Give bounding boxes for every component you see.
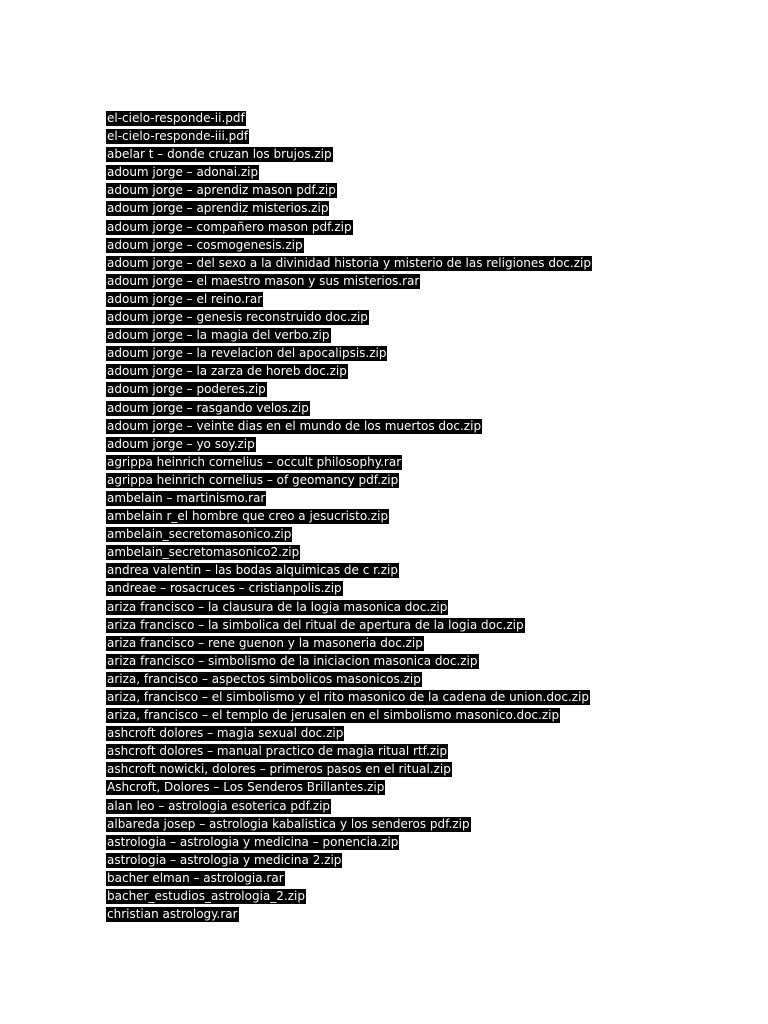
list-item — [106, 724, 592, 742]
list-item — [106, 344, 592, 362]
list-item — [106, 887, 592, 905]
list-item — [106, 760, 592, 778]
list-item — [106, 181, 592, 199]
list-item — [106, 218, 592, 236]
file-name: ariza, francisco – el simbolismo y el rito masonico de la cadena de union.doc.zip — [107, 690, 589, 704]
file-name: adoum jorge – veinte dias en el mundo de los muertos doc.zip — [107, 418, 482, 433]
list-item — [106, 778, 592, 796]
list-item — [106, 435, 592, 453]
file-name: bacher elman – astrologia.rar — [107, 870, 284, 885]
list-item — [106, 634, 592, 652]
list-item — [106, 380, 592, 398]
list-item — [106, 905, 592, 923]
list-item — [106, 471, 592, 489]
file-list — [106, 109, 592, 923]
file-name: adoum jorge – la magia del verbo.zip — [107, 328, 330, 343]
list-item — [106, 163, 592, 181]
file-name: andrea valentin – las bodas alquimicas de c r.zip — [107, 563, 399, 578]
list-item — [106, 362, 592, 380]
file-name: adoum jorge – del sexo a la divinidad historia y misterio de las religiones doc.zip — [107, 255, 591, 270]
list-item — [106, 507, 592, 525]
list-item — [106, 272, 592, 290]
file-name: adoum jorge – cosmogenesis.zip — [107, 237, 303, 252]
file-name: albareda josep – astrologia kabalistica y los senderos pdf.zip — [107, 816, 470, 831]
file-name: ashcroft dolores – magia sexual doc.zip — [107, 726, 344, 741]
file-name: adoum jorge – el reino.rar — [107, 291, 263, 306]
file-name: adoum jorge – el maestro mason y sus misterios.rar — [107, 273, 420, 288]
file-name: abelar t – donde cruzan los brujos.zip — [107, 147, 332, 162]
list-item — [106, 417, 592, 435]
list-item — [106, 833, 592, 851]
file-name: ariza francisco – la clausura de la logia masonica doc.zip — [107, 599, 448, 614]
file-name: christian astrology.rar — [107, 907, 238, 922]
file-name: astrologia – astrologia y medicina 2.zip — [107, 852, 342, 867]
list-item — [106, 127, 592, 145]
file-name: adoum jorge – poderes.zip — [107, 382, 266, 397]
list-item — [106, 145, 592, 163]
file-name: astrologia – astrologia y medicina – ponencia.zip — [107, 834, 399, 849]
list-item — [106, 308, 592, 326]
file-name: ashcroft nowicki, dolores – primeros pasos en el ritual.zip — [107, 762, 451, 777]
file-name: ariza, francisco – aspectos simbolicos masonicos.zip — [107, 671, 421, 686]
file-name: adoum jorge – genesis reconstruido doc.zip — [107, 310, 368, 325]
list-item — [106, 254, 592, 272]
list-item — [106, 688, 592, 706]
file-name: andreae – rosacruces – cristianpolis.zip — [107, 581, 342, 596]
list-item — [106, 236, 592, 254]
file-name: bacher_estudios_astrologia_2.zip — [107, 889, 305, 904]
list-item — [106, 453, 592, 471]
file-name: Ashcroft, Dolores – Los Senderos Brillantes.zip — [107, 780, 385, 795]
file-name: adoum jorge – rasgando velos.zip — [107, 400, 309, 415]
file-name: adoum jorge – yo soy.zip — [107, 436, 255, 451]
file-name: agrippa heinrich cornelius – of geomancy pdf.zip — [107, 472, 399, 487]
list-item — [106, 797, 592, 815]
file-name: adoum jorge – aprendiz mason pdf.zip — [107, 183, 336, 198]
file-name: ariza francisco – rene guenon y la masoneria doc.zip — [107, 635, 423, 650]
file-name: adoum jorge – aprendiz misterios.zip — [107, 201, 329, 216]
list-item — [106, 742, 592, 760]
list-item — [106, 616, 592, 634]
file-name: ariza, francisco – el templo de jerusalen en el simbolismo masonico.doc.zip — [107, 708, 560, 723]
file-name: agrippa heinrich cornelius – occult philosophy.rar — [107, 454, 402, 469]
list-item — [106, 290, 592, 308]
file-name: adoum jorge – adonai.zip — [107, 165, 259, 180]
list-item — [106, 652, 592, 670]
file-name: ashcroft dolores – manual practico de magia ritual rtf.zip — [107, 744, 448, 759]
file-name: adoum jorge – la revelacion del apocalipsis.zip — [107, 346, 387, 361]
list-item — [106, 670, 592, 688]
list-item — [106, 706, 592, 724]
list-item — [106, 561, 592, 579]
file-name: adoum jorge – la zarza de horeb doc.zip — [107, 364, 347, 379]
file-name: el-cielo-responde-iii.pdf — [107, 129, 249, 144]
file-name: ariza francisco – la simbolica del ritual de apertura de la logia doc.zip — [107, 617, 524, 632]
list-item — [106, 543, 592, 561]
list-item — [106, 869, 592, 887]
list-item — [106, 489, 592, 507]
file-name: ambelain r_el hombre que creo a jesucristo.zip — [107, 509, 389, 524]
list-item — [106, 525, 592, 543]
list-item — [106, 326, 592, 344]
list-item — [106, 598, 592, 616]
list-item — [106, 579, 592, 597]
list-item — [106, 399, 592, 417]
list-item — [106, 815, 592, 833]
list-item — [106, 109, 592, 127]
list-item — [106, 199, 592, 217]
file-name: el-cielo-responde-ii.pdf — [107, 111, 245, 125]
file-name: alan leo – astrologia esoterica pdf.zip — [107, 798, 331, 813]
file-name: ambelain_secretomasonico2.zip — [107, 545, 300, 560]
file-name: ambelain_secretomasonico.zip — [107, 527, 292, 542]
file-name: ambelain – martinismo.rar — [107, 490, 266, 505]
list-item — [106, 851, 592, 869]
file-name: adoum jorge – compañero mason pdf.zip — [107, 219, 352, 234]
file-name: ariza francisco – simbolismo de la iniciacion masonica doc.zip — [107, 653, 478, 668]
